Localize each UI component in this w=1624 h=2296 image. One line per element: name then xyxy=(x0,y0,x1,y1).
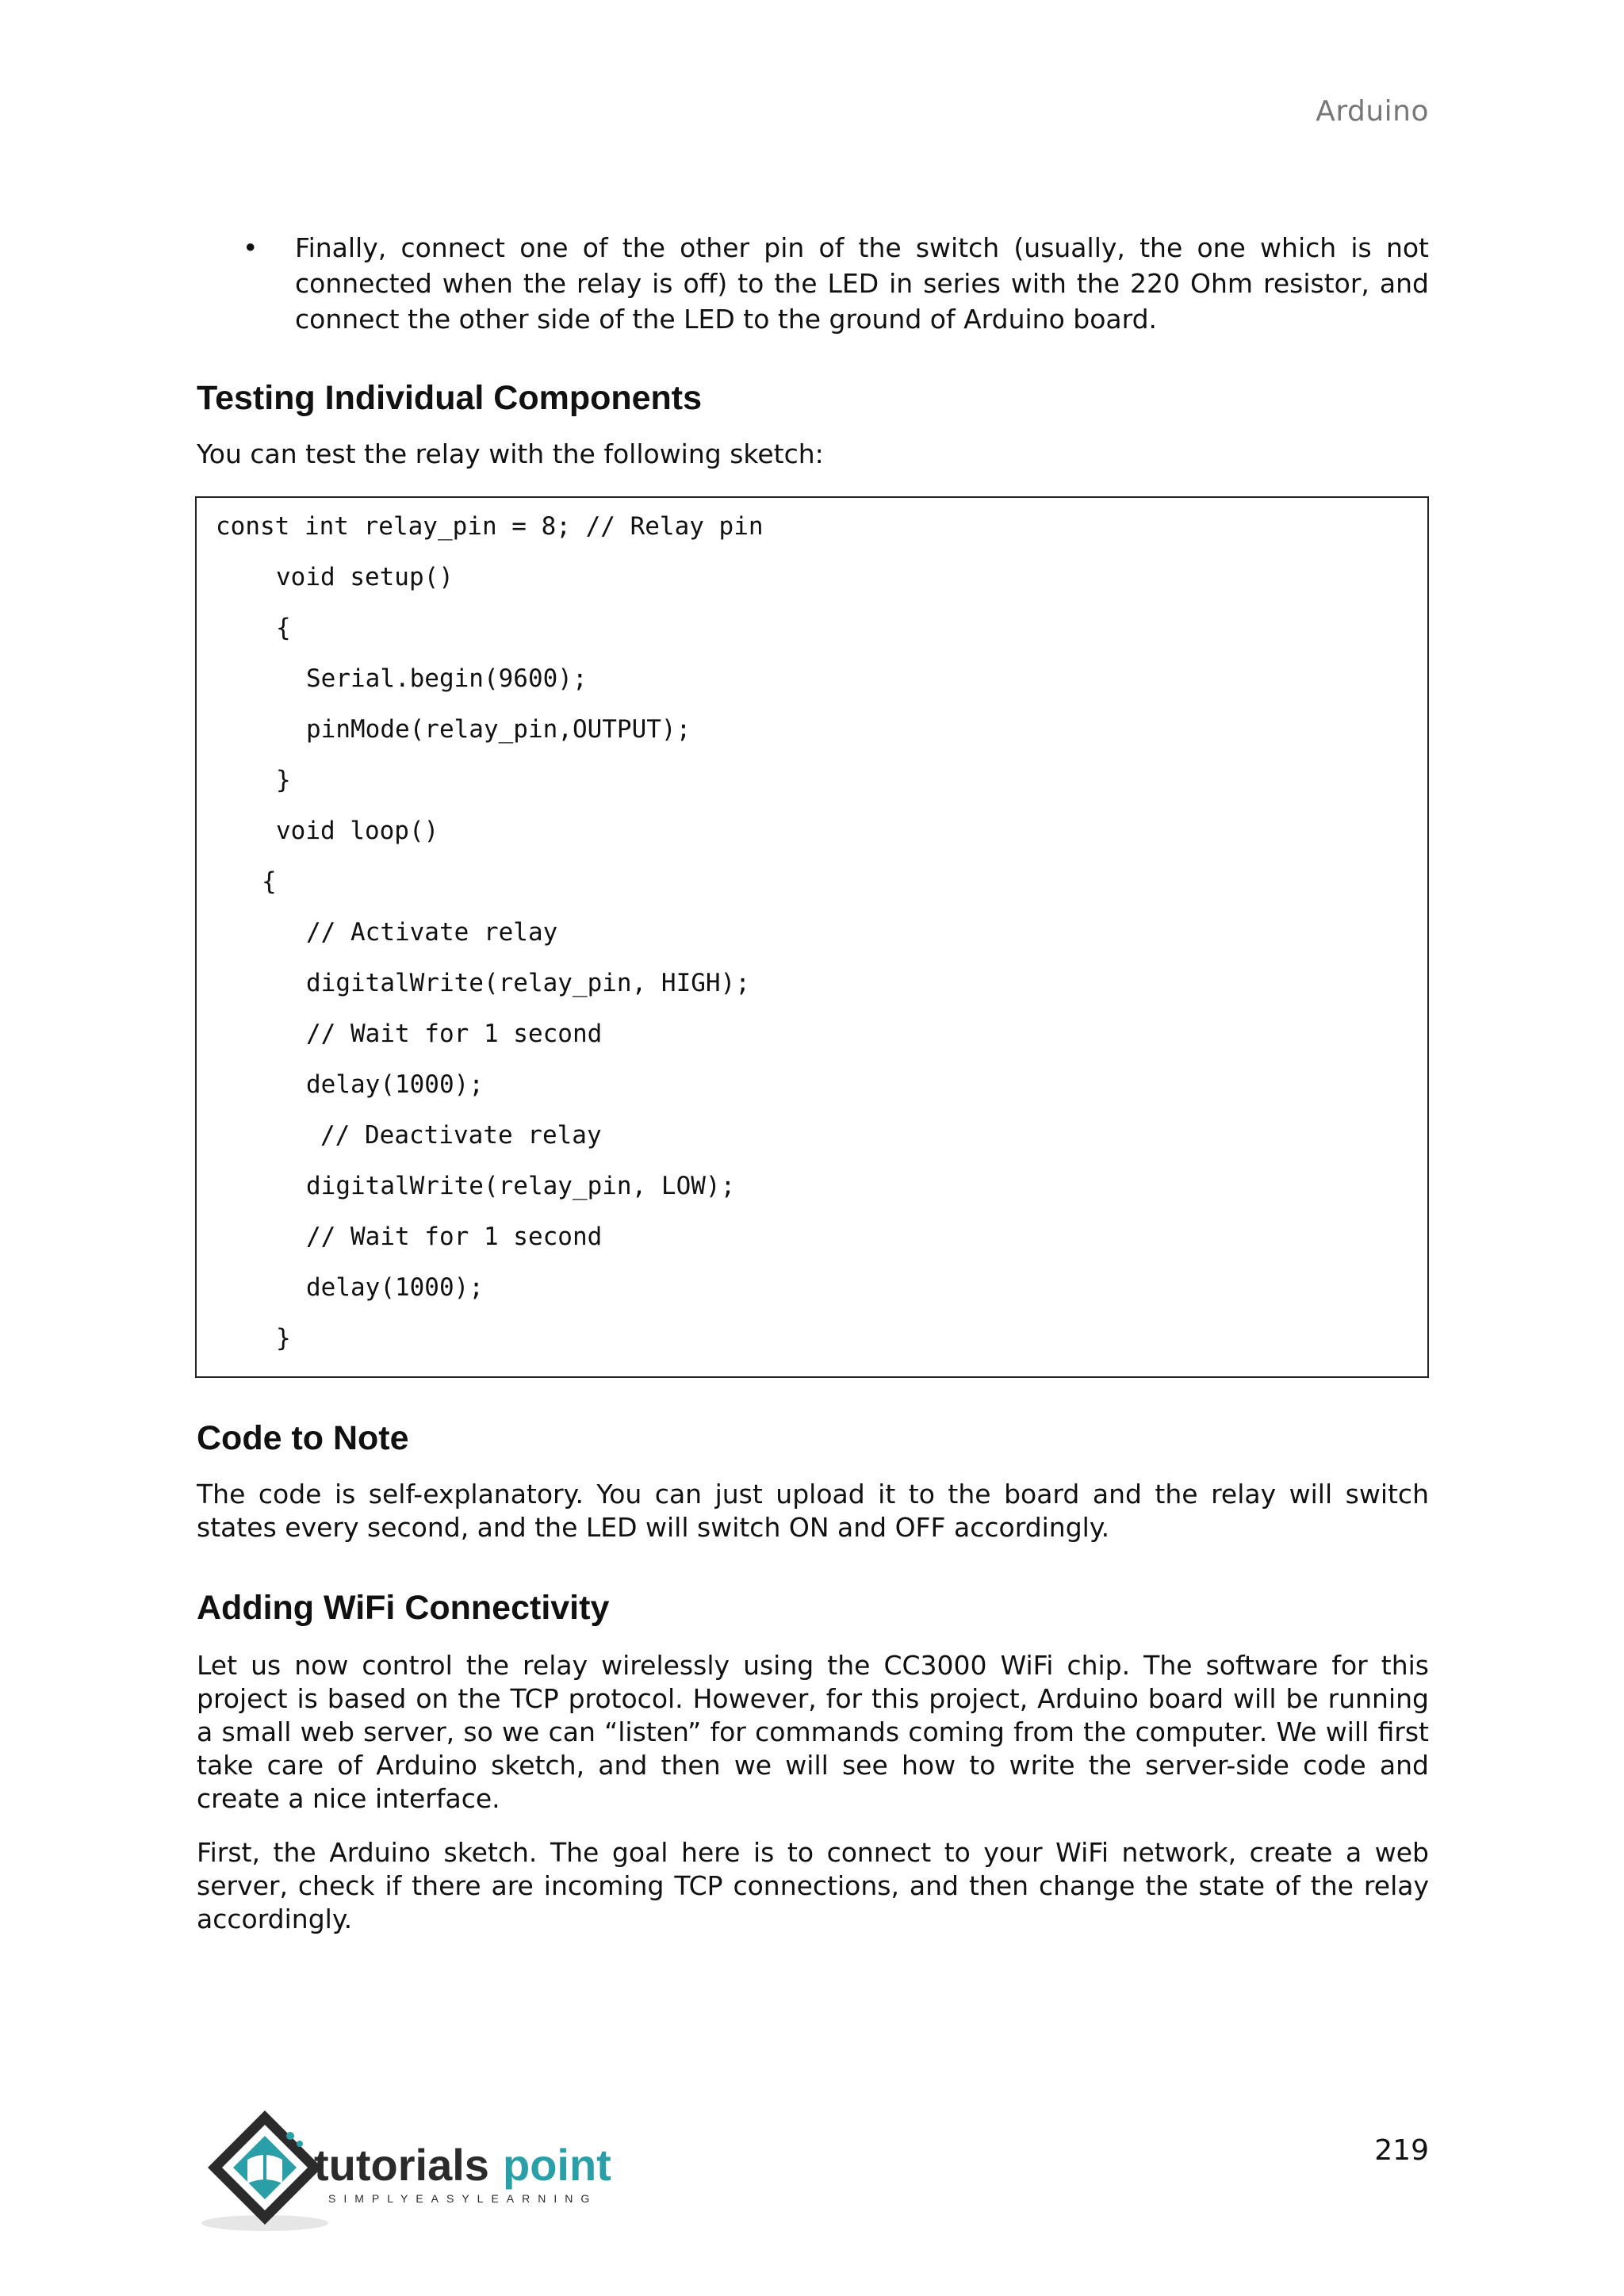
code-line: void loop() xyxy=(276,817,439,845)
bullet-paragraph: Finally, connect one of the other pin of the switch (usually, the one which is not connected when the relay is off) to the LED in series with the 220 Ohm resistor, and connect the other side of the LED to the ground of Arduino board. xyxy=(295,232,1429,335)
code-line: // Wait for 1 second xyxy=(306,1223,603,1251)
code-line: { xyxy=(276,614,291,642)
code-block xyxy=(195,496,1429,1378)
code-line: void setup() xyxy=(276,563,454,591)
code-line: // Wait for 1 second xyxy=(306,1020,603,1048)
tutorialspoint-logo xyxy=(195,2104,623,2239)
code-line: { xyxy=(262,867,277,896)
logo-tagline: SIMPLYEASYLEARNING xyxy=(328,2192,598,2205)
heading-wifi-connectivity: Adding WiFi Connectivity xyxy=(197,1589,610,1627)
code-line: } xyxy=(276,1324,291,1353)
code-line: // Activate relay xyxy=(306,918,558,947)
code-line: delay(1000); xyxy=(306,1070,484,1099)
logo-text-accent: point xyxy=(503,2140,611,2190)
code-line: } xyxy=(276,766,291,794)
wifi-paragraph-1: Let us now control the relay wirelessly using the CC3000 WiFi chip. The software for this project is based on the TCP protocol. However, for this project, Arduino board will be running a small web server, so we can “listen” for commands coming from the computer. We will first take care of Arduino sketch, and then we will see how to write the server-side code and create a nice interface. xyxy=(197,1650,1429,1814)
code-line: pinMode(relay_pin,OUTPUT); xyxy=(306,715,691,744)
page-number: 219 xyxy=(1374,2134,1429,2167)
running-header: Arduino xyxy=(1316,95,1429,128)
code-line: Serial.begin(9600); xyxy=(306,664,588,693)
logo-mark-icon xyxy=(195,2104,623,2239)
wifi-paragraph-2: First, the Arduino sketch. The goal here is to connect to your WiFi network, create a web server, check if there are incoming TCP connections, and then change the state of the relay accordingly. xyxy=(197,1837,1429,1934)
heading-testing-components: Testing Individual Components xyxy=(197,379,703,417)
code-line: delay(1000); xyxy=(306,1273,484,1302)
code-line: digitalWrite(relay_pin, HIGH); xyxy=(306,969,750,997)
heading-code-to-note: Code to Note xyxy=(197,1419,409,1457)
testing-intro: You can test the relay with the following sketch: xyxy=(197,438,824,469)
code-line: // Deactivate relay xyxy=(320,1121,602,1150)
logo-text: tutorials xyxy=(314,2140,489,2190)
code-note-paragraph: The code is self-explanatory. You can just upload it to the board and the relay will switch states every second, and the LED will switch ON and OFF accordingly. xyxy=(197,1479,1429,1543)
code-line: const int relay_pin = 8; // Relay pin xyxy=(216,512,764,541)
code-line: digitalWrite(relay_pin, LOW); xyxy=(306,1172,736,1200)
bullet-marker: • xyxy=(243,232,259,263)
